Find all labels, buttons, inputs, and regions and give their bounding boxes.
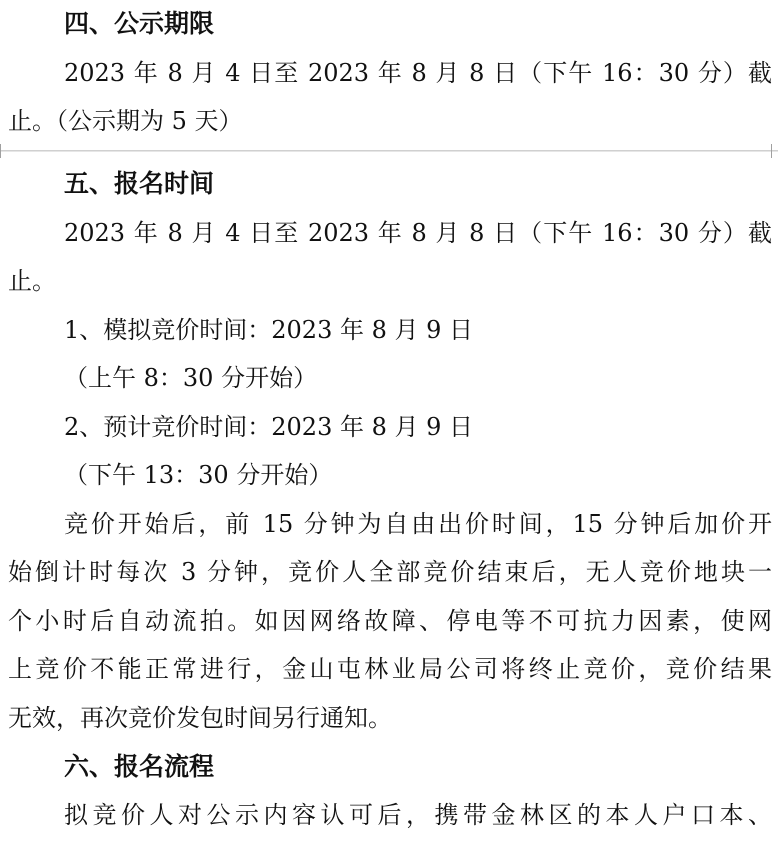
page-break-divider: [0, 150, 778, 152]
planned-bidding-start: （下午 13：30 分开始）: [64, 461, 333, 489]
bidding-rules-line-4: 上竞价不能正常进行，金山屯林业局公司将终止竞价，竞价结果: [8, 655, 772, 683]
mock-bidding-time: 1、模拟竞价时间：2023 年 8 月 9 日: [64, 316, 474, 344]
section-6-heading: 六、报名流程: [64, 752, 215, 781]
planned-bidding-time: 2、预计竞价时间：2023 年 8 月 9 日: [64, 413, 474, 441]
section-4-text-line-2: 止。（公示期为 5 天）: [8, 107, 243, 135]
section-4-text-line-1: 2023 年 8 月 4 日至 2023 年 8 月 8 日（下午 16：30 分）截: [64, 59, 772, 87]
bidding-rules-line-1: 竞价开始后，前 15 分钟为自由出价时间，15 分钟后加价开: [64, 510, 772, 538]
section-6-text-line-1: 拟竞价人对公示内容认可后，携带金林区的本人户口本、: [64, 801, 772, 829]
mock-bidding-start: （上午 8：30 分开始）: [64, 364, 318, 392]
section-5-heading: 五、报名时间: [64, 169, 215, 198]
bidding-rules-line-5: 无效，再次竞价发包时间另行通知。: [8, 704, 392, 732]
section-5-text-line-1: 2023 年 8 月 4 日至 2023 年 8 月 8 日（下午 16：30 分）截: [64, 219, 772, 247]
page-break-mark-left: [0, 144, 7, 158]
bidding-rules-line-2: 始倒计时每次 3 分钟，竞价人全部竞价结束后，无人竞价地块一: [8, 558, 772, 586]
page-break-mark-right: [771, 144, 778, 158]
section-4-heading: 四、公示期限: [64, 9, 215, 38]
section-5-text-line-2: 止。: [8, 267, 56, 295]
bidding-rules-line-3: 个小时后自动流拍。如因网络故障、停电等不可抗力因素，使网: [8, 607, 772, 635]
